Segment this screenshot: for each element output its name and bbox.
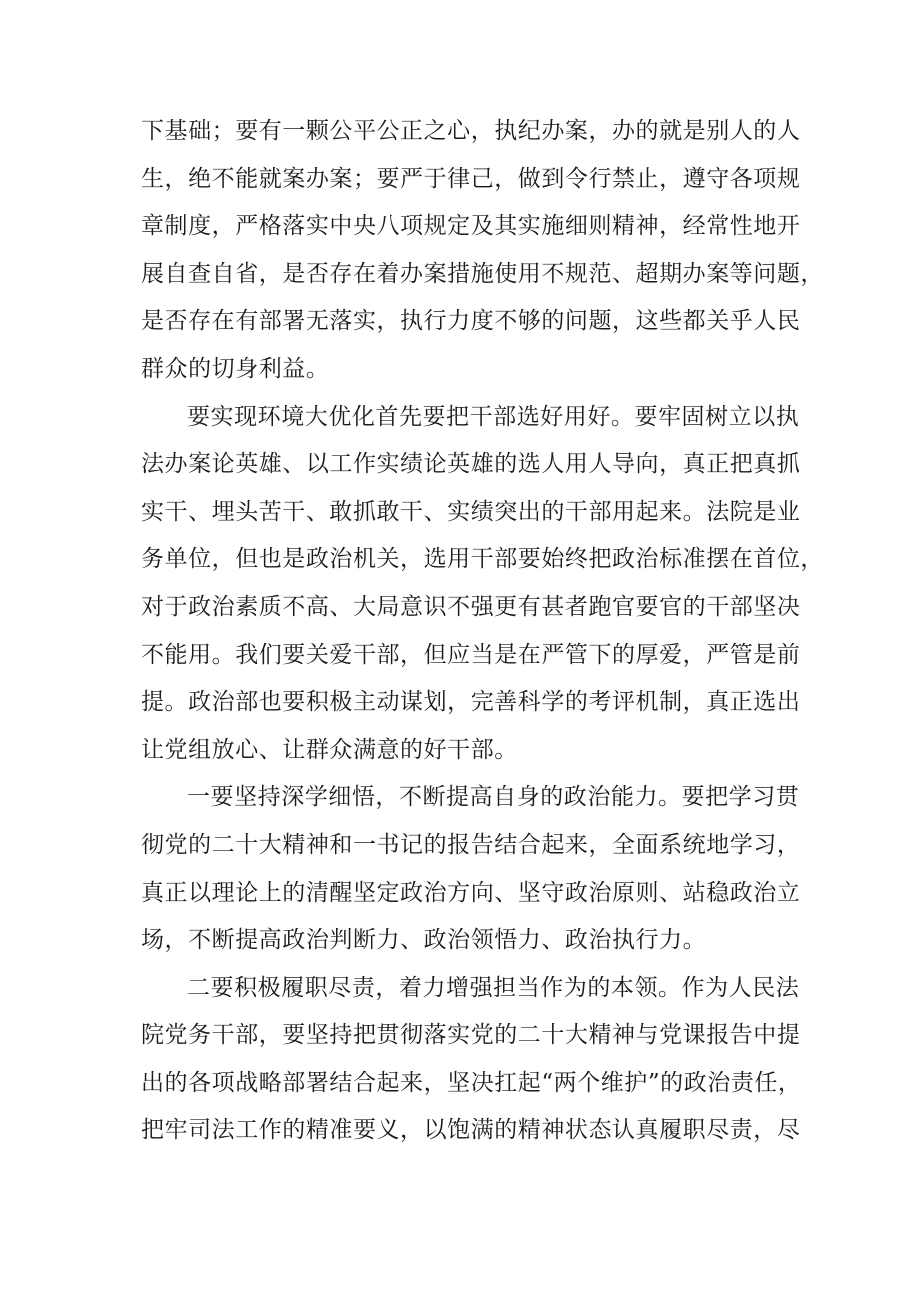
paragraph-line: 把牢司法工作的精准要义，以饱满的精神状态认真履职尽责，尽 xyxy=(141,1117,801,1144)
paragraph-3 xyxy=(141,774,801,964)
paragraph-line: 是否存在有部署无落实，执行力度不够的问题，这些都关乎人民 xyxy=(141,308,801,335)
paragraph-line: 法办案论英雄、以工作实绩论英雄的选人用人导向，真正把真抓 xyxy=(141,451,801,478)
paragraph-line: 不能用。我们要关爱干部，但应当是在严管下的厚爱，严管是前 xyxy=(141,641,801,668)
paragraph-line: 真正以理论上的清醒坚定政治方向、坚守政治原则、站稳政治立 xyxy=(141,879,801,906)
paragraph-line: 对于政治素质不高、大局意识不强更有甚者跑官要官的干部坚决 xyxy=(141,593,801,620)
paragraph-4 xyxy=(141,965,802,1155)
document-body xyxy=(141,108,824,1155)
paragraph-line: 场，不断提高政治判断力、政治领悟力、政治执行力。 xyxy=(141,927,707,954)
paragraph-line: 二要积极履职尽责，着力增强担当作为的本领。作为人民法 xyxy=(187,974,800,1001)
paragraph-line: 提。政治部也要积极主动谋划，完善科学的考评机制，真正选出 xyxy=(141,689,801,716)
paragraph-line: 实干、埋头苦干、敢抓敢干、实绩突出的干部用起来。法院是业 xyxy=(141,498,801,525)
paragraph-line: 展自查自省，是否存在着办案措施使用不规范、超期办案等问题， xyxy=(141,260,824,287)
paragraph-2 xyxy=(141,394,824,775)
paragraph-line: 务单位，但也是政治机关，选用干部要始终把政治标准摆在首位， xyxy=(141,546,824,573)
paragraph-line: 要实现环境大优化首先要把干部选好用好。要牢固树立以执 xyxy=(187,403,800,430)
paragraph-line: 群众的切身利益。 xyxy=(141,355,330,382)
paragraph-line: 彻党的二十大精神和一书记的报告结合起来，全面系统地学习， xyxy=(141,831,801,858)
paragraph-line: 出的各项战略部署结合起来，坚决扛起“两个维护”的政治责任， xyxy=(141,1069,802,1096)
paragraph-line: 下基础；要有一颗公平公正之心，执纪办案，办的就是别人的人 xyxy=(141,118,801,144)
paragraph-line: 让党组放心、让群众满意的好干部。 xyxy=(141,736,518,763)
paragraph-line: 一要坚持深学细悟，不断提高自身的政治能力。要把学习贯 xyxy=(187,784,800,811)
paragraph-line: 章制度，严格落实中央八项规定及其实施细则精神，经常性地开 xyxy=(141,213,801,240)
paragraph-line: 生，绝不能就案办案；要严于律己，做到令行禁止，遵守各项规 xyxy=(141,165,801,192)
paragraph-line: 院党务干部，要坚持把贯彻落实党的二十大精神与党课报告中提 xyxy=(141,1022,801,1049)
paragraph-1 xyxy=(141,108,824,394)
